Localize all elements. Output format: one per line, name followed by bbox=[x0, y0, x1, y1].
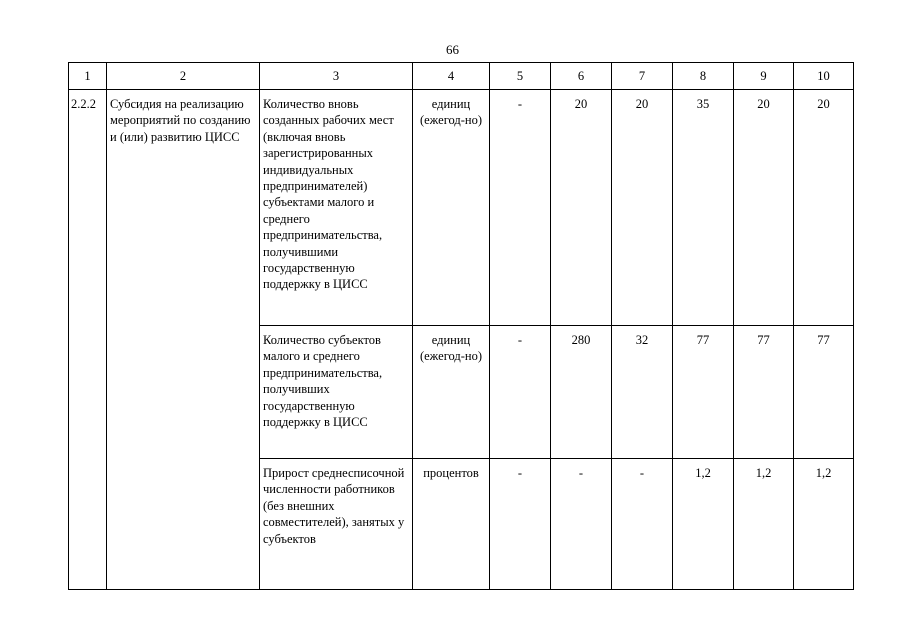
item-number: 2.2.2 bbox=[69, 90, 107, 590]
header-row bbox=[69, 63, 854, 90]
indicator-text: Количество субъектов малого и среднего предпринимательства, получивших государственную поддержку в ЦИСС bbox=[260, 326, 413, 459]
indicator-text: Прирост среднесписочной численности работников (без внешних совместителей), занятых у субъектов bbox=[260, 459, 413, 590]
value-cell: 20 bbox=[551, 90, 612, 326]
value-cell: - bbox=[490, 459, 551, 590]
unit-text: единиц (ежегод-но) bbox=[413, 326, 490, 459]
value-cell: 20 bbox=[794, 90, 854, 326]
page-number: 66 bbox=[446, 42, 459, 57]
indicators-table bbox=[68, 62, 854, 590]
header-cell-7: 7 bbox=[612, 63, 673, 90]
indicator-text: Количество вновь созданных рабочих мест (включая вновь зарегистрированных индивидуальных предпринимателей) субъектами малого и среднего предпринимательства, получившими государственную поддержку в ЦИСС bbox=[260, 90, 413, 326]
unit-text: единиц (ежегод-но) bbox=[413, 90, 490, 326]
table-row bbox=[69, 90, 854, 326]
value-cell: 32 bbox=[612, 326, 673, 459]
value-cell: - bbox=[612, 459, 673, 590]
header-cell-1: 1 bbox=[69, 63, 107, 90]
item-name: Субсидия на реализацию мероприятий по созданию и (или) развитию ЦИСС bbox=[107, 90, 260, 590]
header-cell-5: 5 bbox=[490, 63, 551, 90]
header-cell-3: 3 bbox=[260, 63, 413, 90]
value-cell: 1,2 bbox=[673, 459, 734, 590]
value-cell: - bbox=[490, 326, 551, 459]
value-cell: 1,2 bbox=[734, 459, 794, 590]
value-cell: 77 bbox=[673, 326, 734, 459]
value-cell: 1,2 bbox=[794, 459, 854, 590]
value-cell: 280 bbox=[551, 326, 612, 459]
value-cell: 77 bbox=[734, 326, 794, 459]
value-cell: - bbox=[551, 459, 612, 590]
value-cell: 77 bbox=[794, 326, 854, 459]
header-cell-6: 6 bbox=[551, 63, 612, 90]
value-cell: 35 bbox=[673, 90, 734, 326]
value-cell: 20 bbox=[734, 90, 794, 326]
header-cell-9: 9 bbox=[734, 63, 794, 90]
value-cell: - bbox=[490, 90, 551, 326]
header-cell-8: 8 bbox=[673, 63, 734, 90]
unit-text: процентов bbox=[413, 459, 490, 590]
header-cell-10: 10 bbox=[794, 63, 854, 90]
value-cell: 20 bbox=[612, 90, 673, 326]
header-cell-4: 4 bbox=[413, 63, 490, 90]
header-cell-2: 2 bbox=[107, 63, 260, 90]
